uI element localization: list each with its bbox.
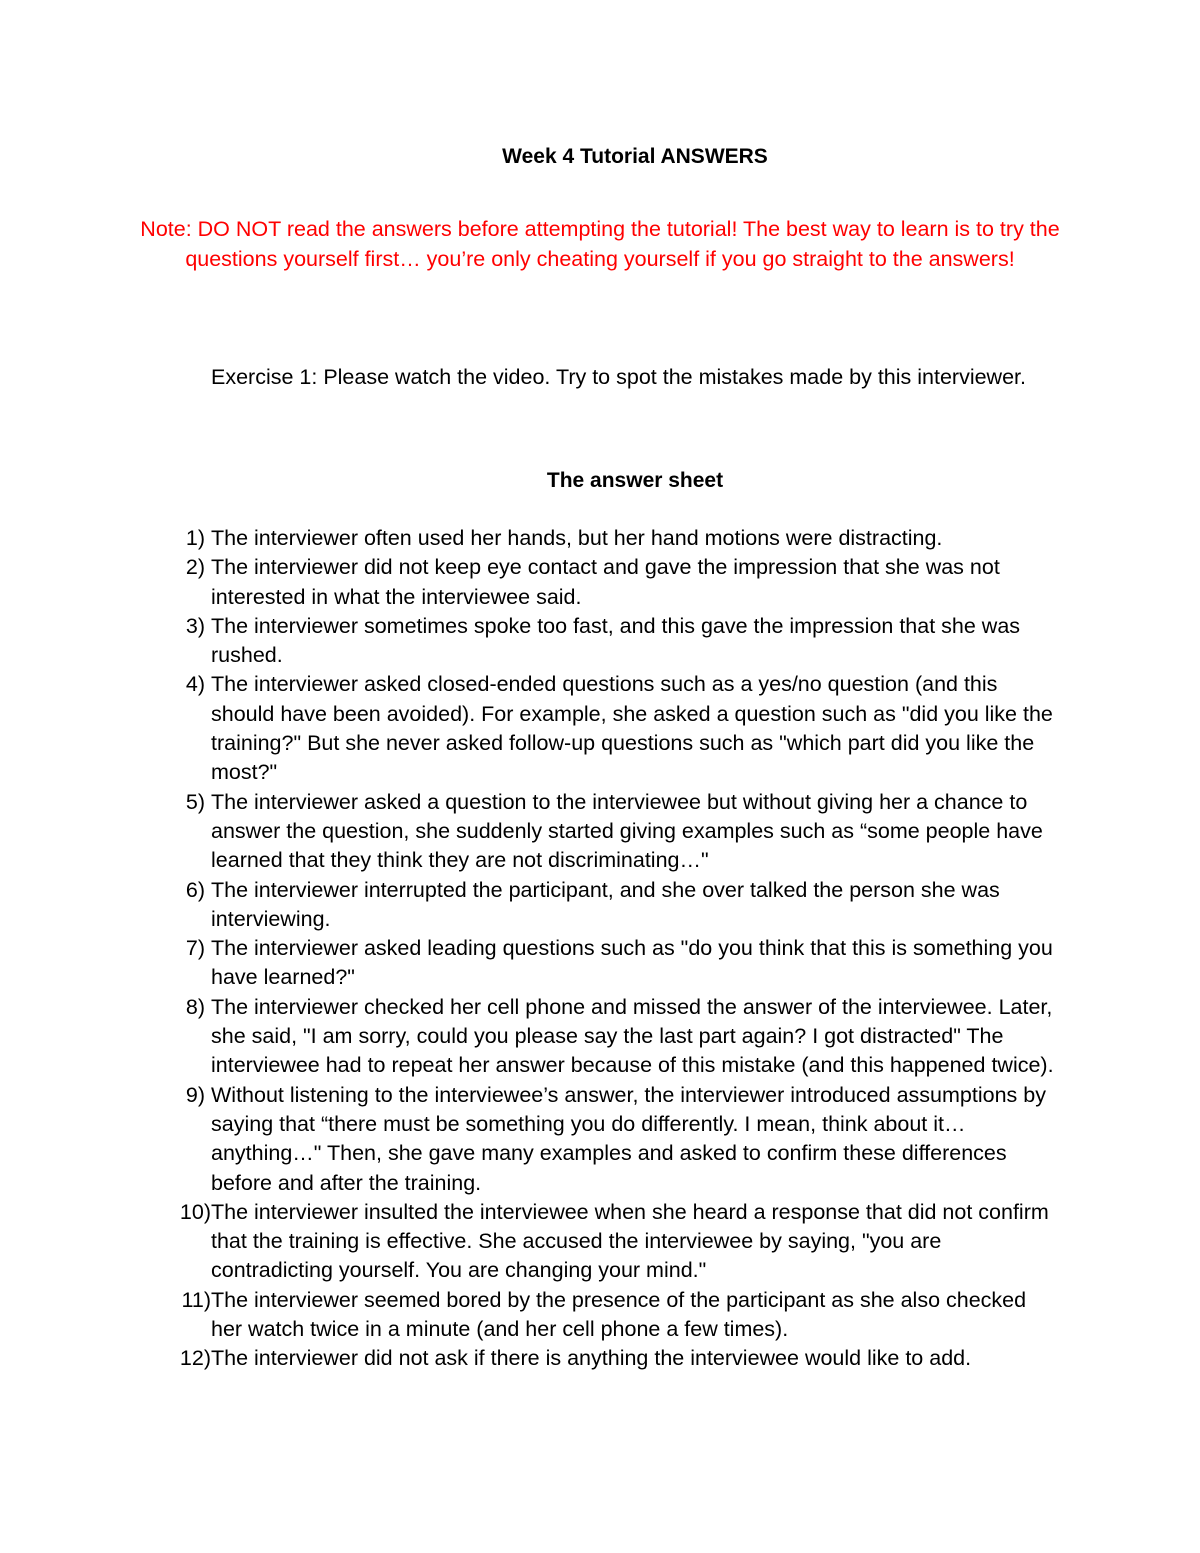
answer-text: The interviewer seemed bored by the presence of the participant as she also checked her watch twice in a minute (and her cell phone a few times).	[211, 1287, 1027, 1342]
answer-text: The interviewer did not keep eye contact and gave the impression that she was not interested in what the interviewee said.	[211, 555, 1000, 609]
answer-number: 4)	[185, 672, 205, 697]
answer-number: 12)	[179, 1346, 211, 1371]
answer-text: The interviewer asked leading questions such as "do you think that this is something you have learned?"	[211, 936, 1053, 990]
answer-number: 10)	[179, 1199, 211, 1224]
answer-item	[160, 1344, 1060, 1373]
answer-item	[160, 788, 1060, 876]
answer-text: The interviewer insulted the interviewee when she heard a response that did not confirm that the training is effective. She accused the interviewee by saying, "you are contradicting yourself. You are changing your mind."	[211, 1199, 1049, 1283]
answer-number: 2)	[185, 555, 205, 580]
answer-text: The interviewer asked a question to the interviewee but without giving her a chance to answer the question, she suddenly started giving examples such as “some people have learned that they think they are not discriminating…"	[211, 789, 1043, 873]
answer-number: 7)	[185, 936, 205, 961]
answer-number: 3)	[185, 613, 205, 638]
answer-text: The interviewer often used her hands, but her hand motions were distracting.	[211, 526, 943, 550]
answer-number: 1)	[185, 526, 205, 550]
warning-note: Note: DO NOT read the answers before attempting the tutorial! The best way to learn is to try the questions yourself first… you’re only cheating yourself if you go straight to the answers!	[140, 217, 1060, 271]
answer-number: 5)	[185, 789, 205, 814]
answer-item	[160, 993, 1060, 1081]
answer-text: Without listening to the interviewee’s answer, the interviewer introduced assumptions by saying that “there must be something you do differently. I mean, think about it… anything…" Then, she gave many examples and asked to confirm these differences before and after the training.	[211, 1082, 1046, 1195]
answer-text: The interviewer checked her cell phone and missed the answer of the interviewee. Later, she said, "I am sorry, could you please say the last part again? I got distracted" The interviewee had to repeat her answer because of this mistake (and this happened twice).	[211, 994, 1054, 1078]
answer-item	[160, 524, 1060, 553]
exercise-prompt: Exercise 1: Please watch the video. Try to spot the mistakes made by this interviewer.	[211, 365, 1026, 389]
answer-item	[160, 1286, 1060, 1345]
answer-item	[160, 876, 1060, 935]
answer-item	[160, 670, 1060, 787]
answer-item	[160, 1198, 1060, 1286]
answer-number: 8)	[185, 994, 205, 1019]
document-title: Week 4 Tutorial ANSWERS	[502, 145, 768, 168]
answer-sheet-heading: The answer sheet	[546, 469, 724, 492]
answer-text: The interviewer interrupted the participant, and she over talked the person she was interviewing.	[211, 877, 1000, 931]
answer-item	[160, 934, 1060, 993]
answer-number: 6)	[185, 877, 205, 902]
answer-number: 9)	[185, 1082, 205, 1107]
answer-item	[160, 553, 1060, 612]
answer-number: 11)	[181, 1287, 211, 1312]
answer-text: The interviewer asked closed-ended questions such as a yes/no question (and this should have been avoided). For example, she asked a question such as "did you like the training?" But she never asked follow-up questions such as "which part did you like the most?"	[211, 672, 1053, 785]
answer-item	[160, 612, 1060, 671]
answer-list	[160, 524, 1060, 1374]
answer-text: The interviewer sometimes spoke too fast, and this gave the impression that she was rushed.	[211, 613, 1021, 668]
answer-item	[160, 1081, 1060, 1198]
answer-text: The interviewer did not ask if there is anything the interviewee would like to add.	[211, 1346, 972, 1371]
